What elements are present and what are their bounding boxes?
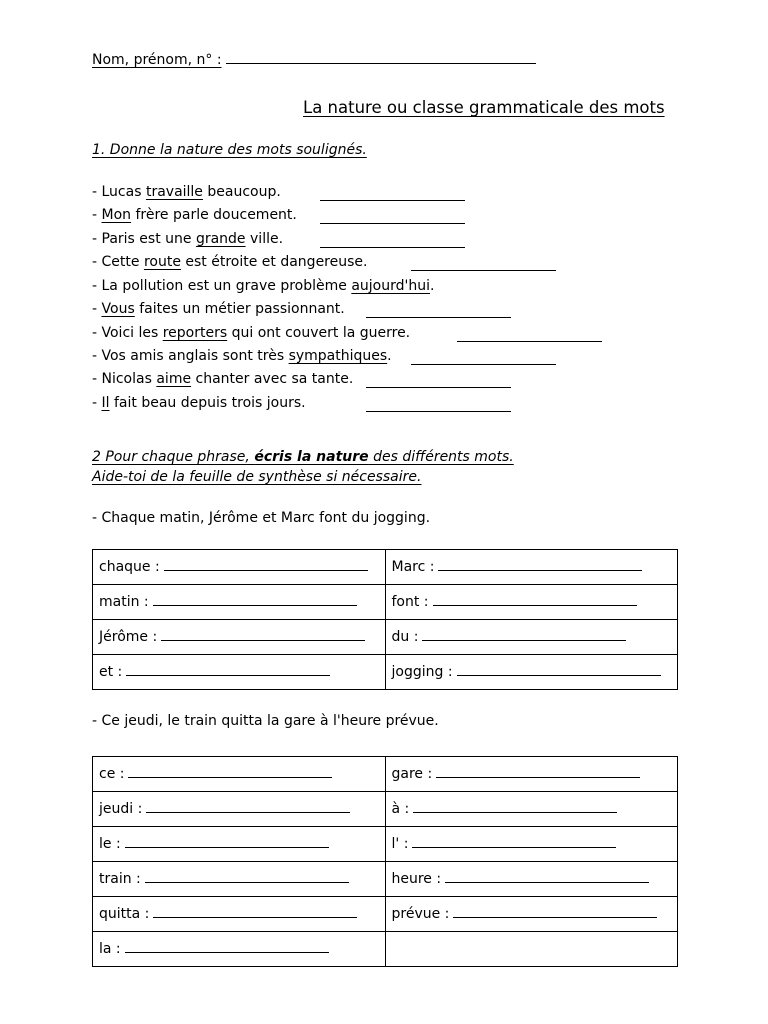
- word-label: prévue :: [391, 906, 450, 922]
- table-row: [93, 550, 678, 585]
- sentence-2: - Ce jeudi, le train quitta la gare à l'heure prévue.: [92, 713, 439, 729]
- underlined-word: grande: [195, 231, 246, 247]
- table-row: [93, 620, 678, 655]
- answer-blank[interactable]: [320, 200, 465, 201]
- answer-blank[interactable]: [412, 836, 616, 848]
- table-cell: [93, 827, 386, 862]
- word-label: l' :: [391, 836, 409, 852]
- table-row: [93, 932, 678, 967]
- name-field-line: [92, 52, 536, 68]
- table-row: [93, 897, 678, 932]
- exercise2-instruction: Aide-toi de la feuille de synthèse si nécessaire.: [92, 469, 422, 485]
- word-label: gare :: [391, 766, 433, 782]
- word-label: le :: [99, 836, 121, 852]
- table-cell: [385, 792, 678, 827]
- word-label: jogging :: [391, 664, 453, 680]
- exercise1-item: [92, 207, 297, 223]
- answer-blank[interactable]: [366, 387, 511, 388]
- item-text-before: - Nicolas: [92, 371, 157, 387]
- word-label: ce :: [99, 766, 125, 782]
- answer-blank[interactable]: [433, 594, 637, 606]
- underlined-word: aujourd'hui: [351, 278, 430, 294]
- table-cell: [385, 585, 678, 620]
- answer-blank[interactable]: [457, 341, 602, 342]
- word-label: quitta :: [99, 906, 150, 922]
- word-label: Marc :: [391, 559, 435, 575]
- word-label: train :: [99, 871, 141, 887]
- answer-blank[interactable]: [164, 559, 368, 571]
- word-label: Jérôme :: [99, 629, 158, 645]
- table-cell: [93, 862, 386, 897]
- answer-blank[interactable]: [128, 766, 332, 778]
- exercise2-heading-bold: écris la nature: [254, 449, 369, 465]
- exercise1-item: [92, 254, 367, 270]
- table-row: [93, 585, 678, 620]
- answer-blank[interactable]: [436, 766, 640, 778]
- word-label: font :: [391, 594, 429, 610]
- answer-blank[interactable]: [453, 906, 657, 918]
- exercise1-item: [92, 184, 281, 200]
- answer-blank[interactable]: [411, 270, 556, 271]
- sentence-1: - Chaque matin, Jérôme et Marc font du jogging.: [92, 510, 431, 526]
- exercise1-item: [92, 395, 306, 411]
- word-label: matin :: [99, 594, 149, 610]
- item-text-after: faites un métier passionnant.: [134, 301, 345, 317]
- answer-blank[interactable]: [153, 594, 357, 606]
- table-cell: [385, 757, 678, 792]
- answer-blank[interactable]: [125, 941, 329, 953]
- answer-table-2: [92, 756, 678, 967]
- answer-blank[interactable]: [445, 871, 649, 883]
- answer-blank[interactable]: [366, 317, 511, 318]
- item-text-after: beaucoup.: [202, 184, 281, 200]
- table-cell: [385, 862, 678, 897]
- word-label: heure :: [391, 871, 442, 887]
- table-cell: [93, 585, 386, 620]
- table-cell: [93, 620, 386, 655]
- exercise1-item: [92, 371, 353, 387]
- item-text-before: -: [92, 301, 102, 317]
- word-label: du :: [391, 629, 419, 645]
- table-cell: [385, 932, 678, 967]
- item-text-before: - Voici les: [92, 325, 163, 341]
- word-label: et :: [99, 664, 123, 680]
- item-text-after: est étroite et dangereuse.: [180, 254, 368, 270]
- exercise1-heading: 1. Donne la nature des mots soulignés.: [92, 142, 367, 158]
- exercise1-item: [92, 278, 434, 294]
- item-text-after: .: [387, 348, 392, 364]
- table-row: [93, 655, 678, 690]
- answer-blank[interactable]: [411, 364, 556, 365]
- table-cell: [93, 932, 386, 967]
- underlined-word: Vous: [101, 301, 135, 317]
- item-text-before: - Paris est une: [92, 231, 196, 247]
- table-row: [93, 792, 678, 827]
- exercise1-item: [92, 301, 345, 317]
- exercise2-heading-part1: 2 Pour chaque phrase,: [92, 449, 255, 465]
- exercise2-heading-part2: des différents mots.: [368, 449, 514, 465]
- answer-blank[interactable]: [366, 411, 511, 412]
- item-text-before: - Cette: [92, 254, 144, 270]
- word-label: la :: [99, 941, 121, 957]
- answer-blank[interactable]: [146, 801, 350, 813]
- table-cell: [93, 550, 386, 585]
- underlined-word: travaille: [145, 184, 203, 200]
- table-row: [93, 862, 678, 897]
- item-text-before: - Vos amis anglais sont très: [92, 348, 289, 364]
- item-text-before: -: [92, 207, 102, 223]
- table-cell: [385, 620, 678, 655]
- item-text-after: chanter avec sa tante.: [191, 371, 354, 387]
- underlined-word: reporters: [162, 325, 228, 341]
- answer-blank[interactable]: [161, 629, 365, 641]
- item-text-before: -: [92, 395, 102, 411]
- table-cell: [385, 827, 678, 862]
- table-cell: [93, 897, 386, 932]
- answer-blank[interactable]: [145, 871, 349, 883]
- item-text-after: fait beau depuis trois jours.: [109, 395, 306, 411]
- item-text-before: - Lucas: [92, 184, 146, 200]
- answer-blank[interactable]: [438, 559, 642, 571]
- exercise2-heading: [92, 449, 514, 465]
- answer-blank[interactable]: [153, 906, 357, 918]
- answer-blank[interactable]: [457, 664, 661, 676]
- exercise1-item: [92, 231, 283, 247]
- table-cell: [385, 550, 678, 585]
- word-label: chaque :: [99, 559, 160, 575]
- answer-blank[interactable]: [125, 836, 329, 848]
- answer-blank[interactable]: [422, 629, 626, 641]
- answer-blank[interactable]: [320, 247, 465, 248]
- name-blank[interactable]: [226, 52, 536, 64]
- word-label: jeudi :: [99, 801, 143, 817]
- answer-blank[interactable]: [126, 664, 330, 676]
- item-text-after: ville.: [245, 231, 284, 247]
- exercise1-item: [92, 348, 392, 364]
- underlined-word: aime: [156, 371, 192, 387]
- name-label: Nom, prénom, n° :: [92, 52, 222, 68]
- answer-blank[interactable]: [413, 801, 617, 813]
- item-text-after: frère parle doucement.: [131, 207, 297, 223]
- table-cell: [93, 792, 386, 827]
- word-label: à :: [391, 801, 410, 817]
- table-cell: [93, 655, 386, 690]
- page-title: La nature ou classe grammaticale des mots: [303, 98, 665, 117]
- table-cell: [93, 757, 386, 792]
- underlined-word: Mon: [101, 207, 132, 223]
- underlined-word: sympathiques: [288, 348, 388, 364]
- table-row: [93, 827, 678, 862]
- exercise1-item: [92, 325, 410, 341]
- item-text-before: - La pollution est un grave problème: [92, 278, 352, 294]
- table-cell: [385, 897, 678, 932]
- underlined-word: Il: [101, 395, 110, 411]
- table-cell: [385, 655, 678, 690]
- underlined-word: route: [143, 254, 181, 270]
- item-text-after: qui ont couvert la guerre.: [227, 325, 411, 341]
- table-row: [93, 757, 678, 792]
- answer-table-1: [92, 549, 678, 690]
- answer-blank[interactable]: [320, 223, 465, 224]
- item-text-after: .: [429, 278, 435, 294]
